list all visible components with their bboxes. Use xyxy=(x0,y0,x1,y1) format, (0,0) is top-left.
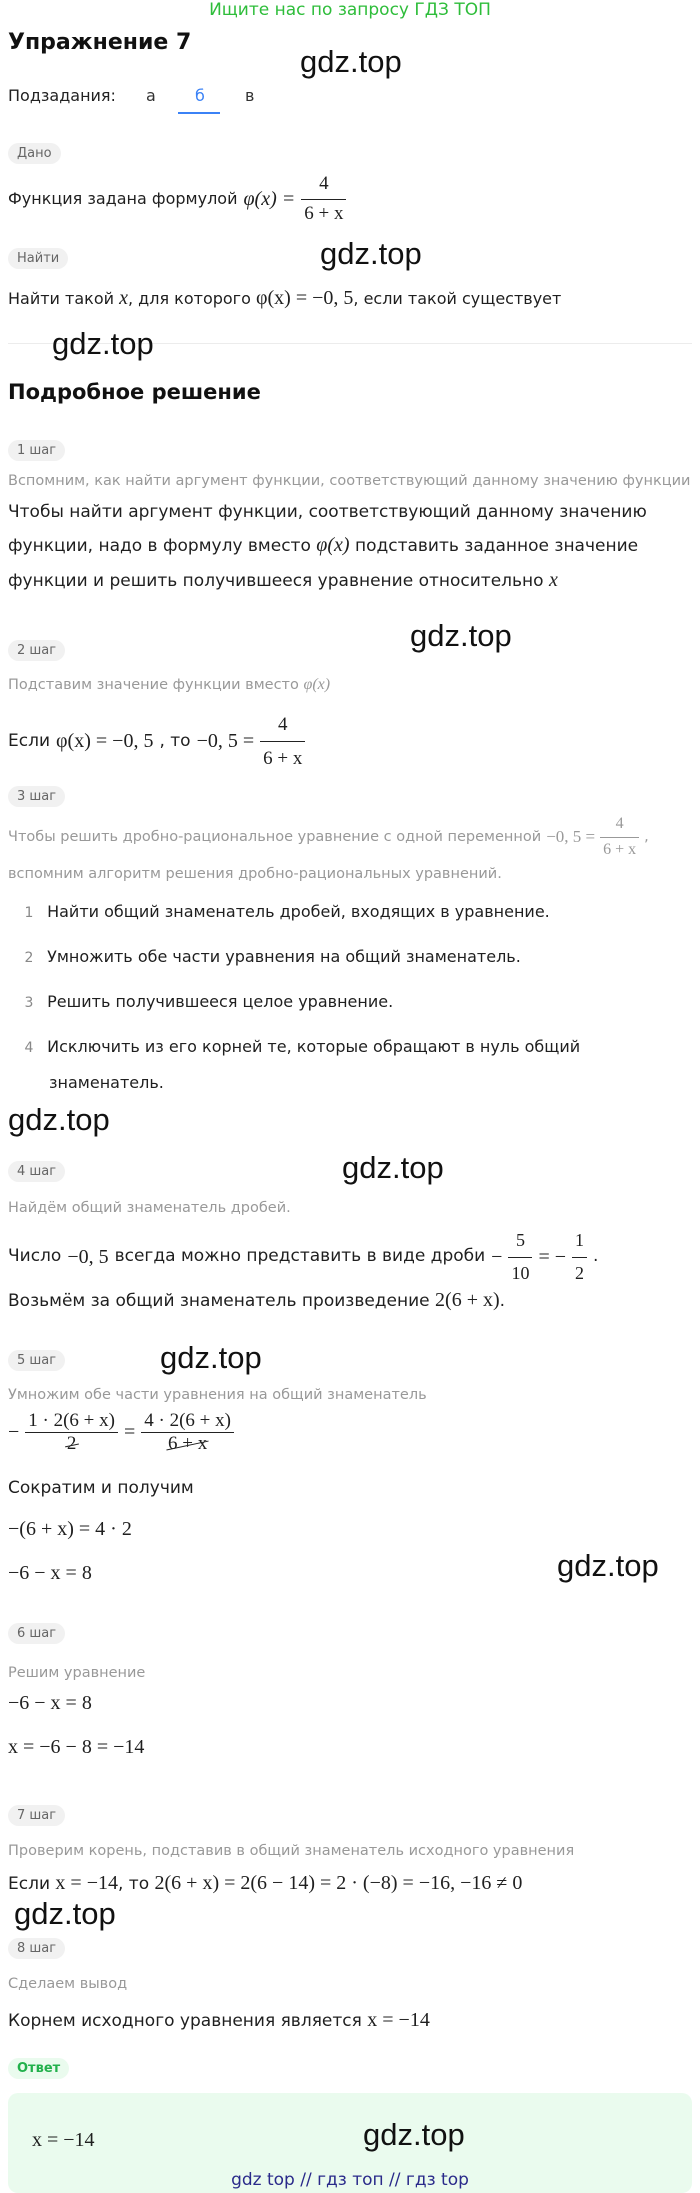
top-banner: Ищите нас по запросу ГДЗ ТОП xyxy=(209,0,491,20)
list-item: 1 Найти общий знаменатель дробей, входящих в уравнение. xyxy=(24,902,550,921)
fraction-numerator: 4 xyxy=(319,173,329,194)
answer-value: x = −14 xyxy=(32,2129,95,2151)
step-tag: 4 шаг xyxy=(8,1161,65,1182)
step-tag: 5 шаг xyxy=(8,1350,65,1371)
watermark: gdz.top xyxy=(557,1548,659,1583)
watermark: gdz.top xyxy=(342,1150,444,1185)
watermark: gdz.top xyxy=(410,618,512,653)
step-equation: − $\frac{1 \cdot 2(6 + x)}{2}$ = $\frac{4 \cdot 2(6 + x)}{6 + x}$ xyxy=(8,1410,234,1455)
watermark: gdz.top xyxy=(52,326,154,361)
watermark: gdz.top xyxy=(300,44,402,79)
step-body: Число −0, 5 всегда можно представить в виде дроби − $\frac{5}{10}$ = − $\frac{1}{2}$ . xyxy=(8,1225,598,1289)
step-text: Сократим и получим xyxy=(8,1478,194,1498)
find-formula: φ(x) = −0, 5 xyxy=(255,287,354,309)
step-tag: 1 шаг xyxy=(8,440,65,461)
fraction: $\frac{4}{6 + x}$ xyxy=(260,708,305,776)
exercise-title: Упражнение 7 xyxy=(8,30,192,55)
given-text: Функция задана формулой xyxy=(8,189,238,208)
watermark: gdz.top xyxy=(14,1896,116,1931)
step-hint: Найдём общий знаменатель дробей. xyxy=(8,1200,291,1216)
tab-v[interactable]: в xyxy=(245,86,255,105)
find-text: , если такой существует xyxy=(353,289,562,308)
active-tab-indicator xyxy=(178,112,220,114)
algorithm-list xyxy=(16,900,686,1095)
step-text: Возьмём за общий знаменатель произведение 2(6 + x). xyxy=(8,1289,506,1311)
given-tag: Дано xyxy=(8,143,61,164)
step-hint: Умножим обе части уравнения на общий знаменатель xyxy=(8,1387,427,1403)
step-text: Чтобы найти аргумент функции, соответствующий данному значению xyxy=(8,502,647,522)
step-tag: 3 шаг xyxy=(8,786,65,807)
step-tag: 2 шаг xyxy=(8,640,65,661)
equation: −(6 + x) = 4 · 2 xyxy=(8,1518,132,1540)
watermark: gdz.top xyxy=(320,236,422,271)
step-tag: 7 шаг xyxy=(8,1805,65,1826)
step-hint: Чтобы решить дробно-рациональное уравнение с одной переменной −0, 5 = $\frac{4}{6 + x}$ , вспомним алгоритм решения дробно-рациональных уравнений. xyxy=(8,815,649,882)
list-item: 3 Решить получившееся целое уравнение. xyxy=(24,992,394,1011)
list-item: 2 Умножить обе части уравнения на общий знаменатель. xyxy=(24,947,521,966)
step-hint: Подставим значение функции вместо φ(x) xyxy=(8,676,331,693)
find-text: , для которого xyxy=(128,289,251,308)
watermark: gdz.top xyxy=(363,2117,465,2152)
step-hint: Решим уравнение xyxy=(8,1665,146,1681)
step-tag: 6 шаг xyxy=(8,1623,65,1644)
equation: x = −6 − 8 = −14 xyxy=(8,1736,145,1758)
watermark: gdz.top xyxy=(160,1340,262,1375)
step-text-line: функции и решить получившееся уравнение относительно x xyxy=(8,568,558,591)
step-body: Если x = −14, то 2(6 + x) = 2(6 − 14) = 2 · (−8) = −16, −16 ≠ 0 xyxy=(8,1872,523,1894)
step-hint: Сделаем вывод xyxy=(8,1976,128,1992)
footer-links[interactable]: gdz top // гдз топ // гдз top xyxy=(231,2170,469,2190)
step-text-line: функции, надо в формулу вместо φ(x) подставить заданное значение xyxy=(8,533,639,556)
given-fraction xyxy=(301,170,346,228)
find-text: Найти такой xyxy=(8,289,115,308)
tab-b[interactable]: б xyxy=(195,86,205,105)
tab-a[interactable]: а xyxy=(146,86,156,105)
fraction-denominator: 6 + x xyxy=(301,199,346,229)
solution-title: Подробное решение xyxy=(8,380,261,404)
given-line xyxy=(8,170,346,228)
equation: −6 − x = 8 xyxy=(8,1692,92,1714)
fraction: $\frac{4 \cdot 2(6 + x)}{6 + x}$ xyxy=(141,1410,234,1455)
list-item: 4 Исключить из его корней те, которые обращают в нуль общий xyxy=(24,1037,581,1056)
subtasks-label: Подзадания: xyxy=(8,86,116,105)
list-item-continuation: знаменатель. xyxy=(49,1073,164,1092)
step-hint: Проверим корень, подставив в общий знаменатель исходного уравнения xyxy=(8,1843,575,1859)
answer-tag: Ответ xyxy=(8,2058,69,2079)
find-var: x xyxy=(119,287,128,309)
find-tag: Найти xyxy=(8,248,68,269)
step-body: Если φ(x) = −0, 5 , то −0, 5 = $\frac{4}{6 + x}$ xyxy=(8,708,305,776)
equation: −6 − x = 8 xyxy=(8,1562,92,1584)
find-line xyxy=(8,283,561,313)
watermark: gdz.top xyxy=(8,1102,110,1137)
step-hint: Вспомним, как найти аргумент функции, соответствующий данному значению функции xyxy=(8,473,691,489)
given-formula-lhs: φ(x) = xyxy=(243,188,296,210)
fraction: $\frac{1 \cdot 2(6 + x)}{2}$ xyxy=(25,1410,118,1455)
step-body: Корнем исходного уравнения является x = −14 xyxy=(8,2009,430,2031)
step-tag: 8 шаг xyxy=(8,1938,65,1959)
step-body xyxy=(8,498,692,598)
